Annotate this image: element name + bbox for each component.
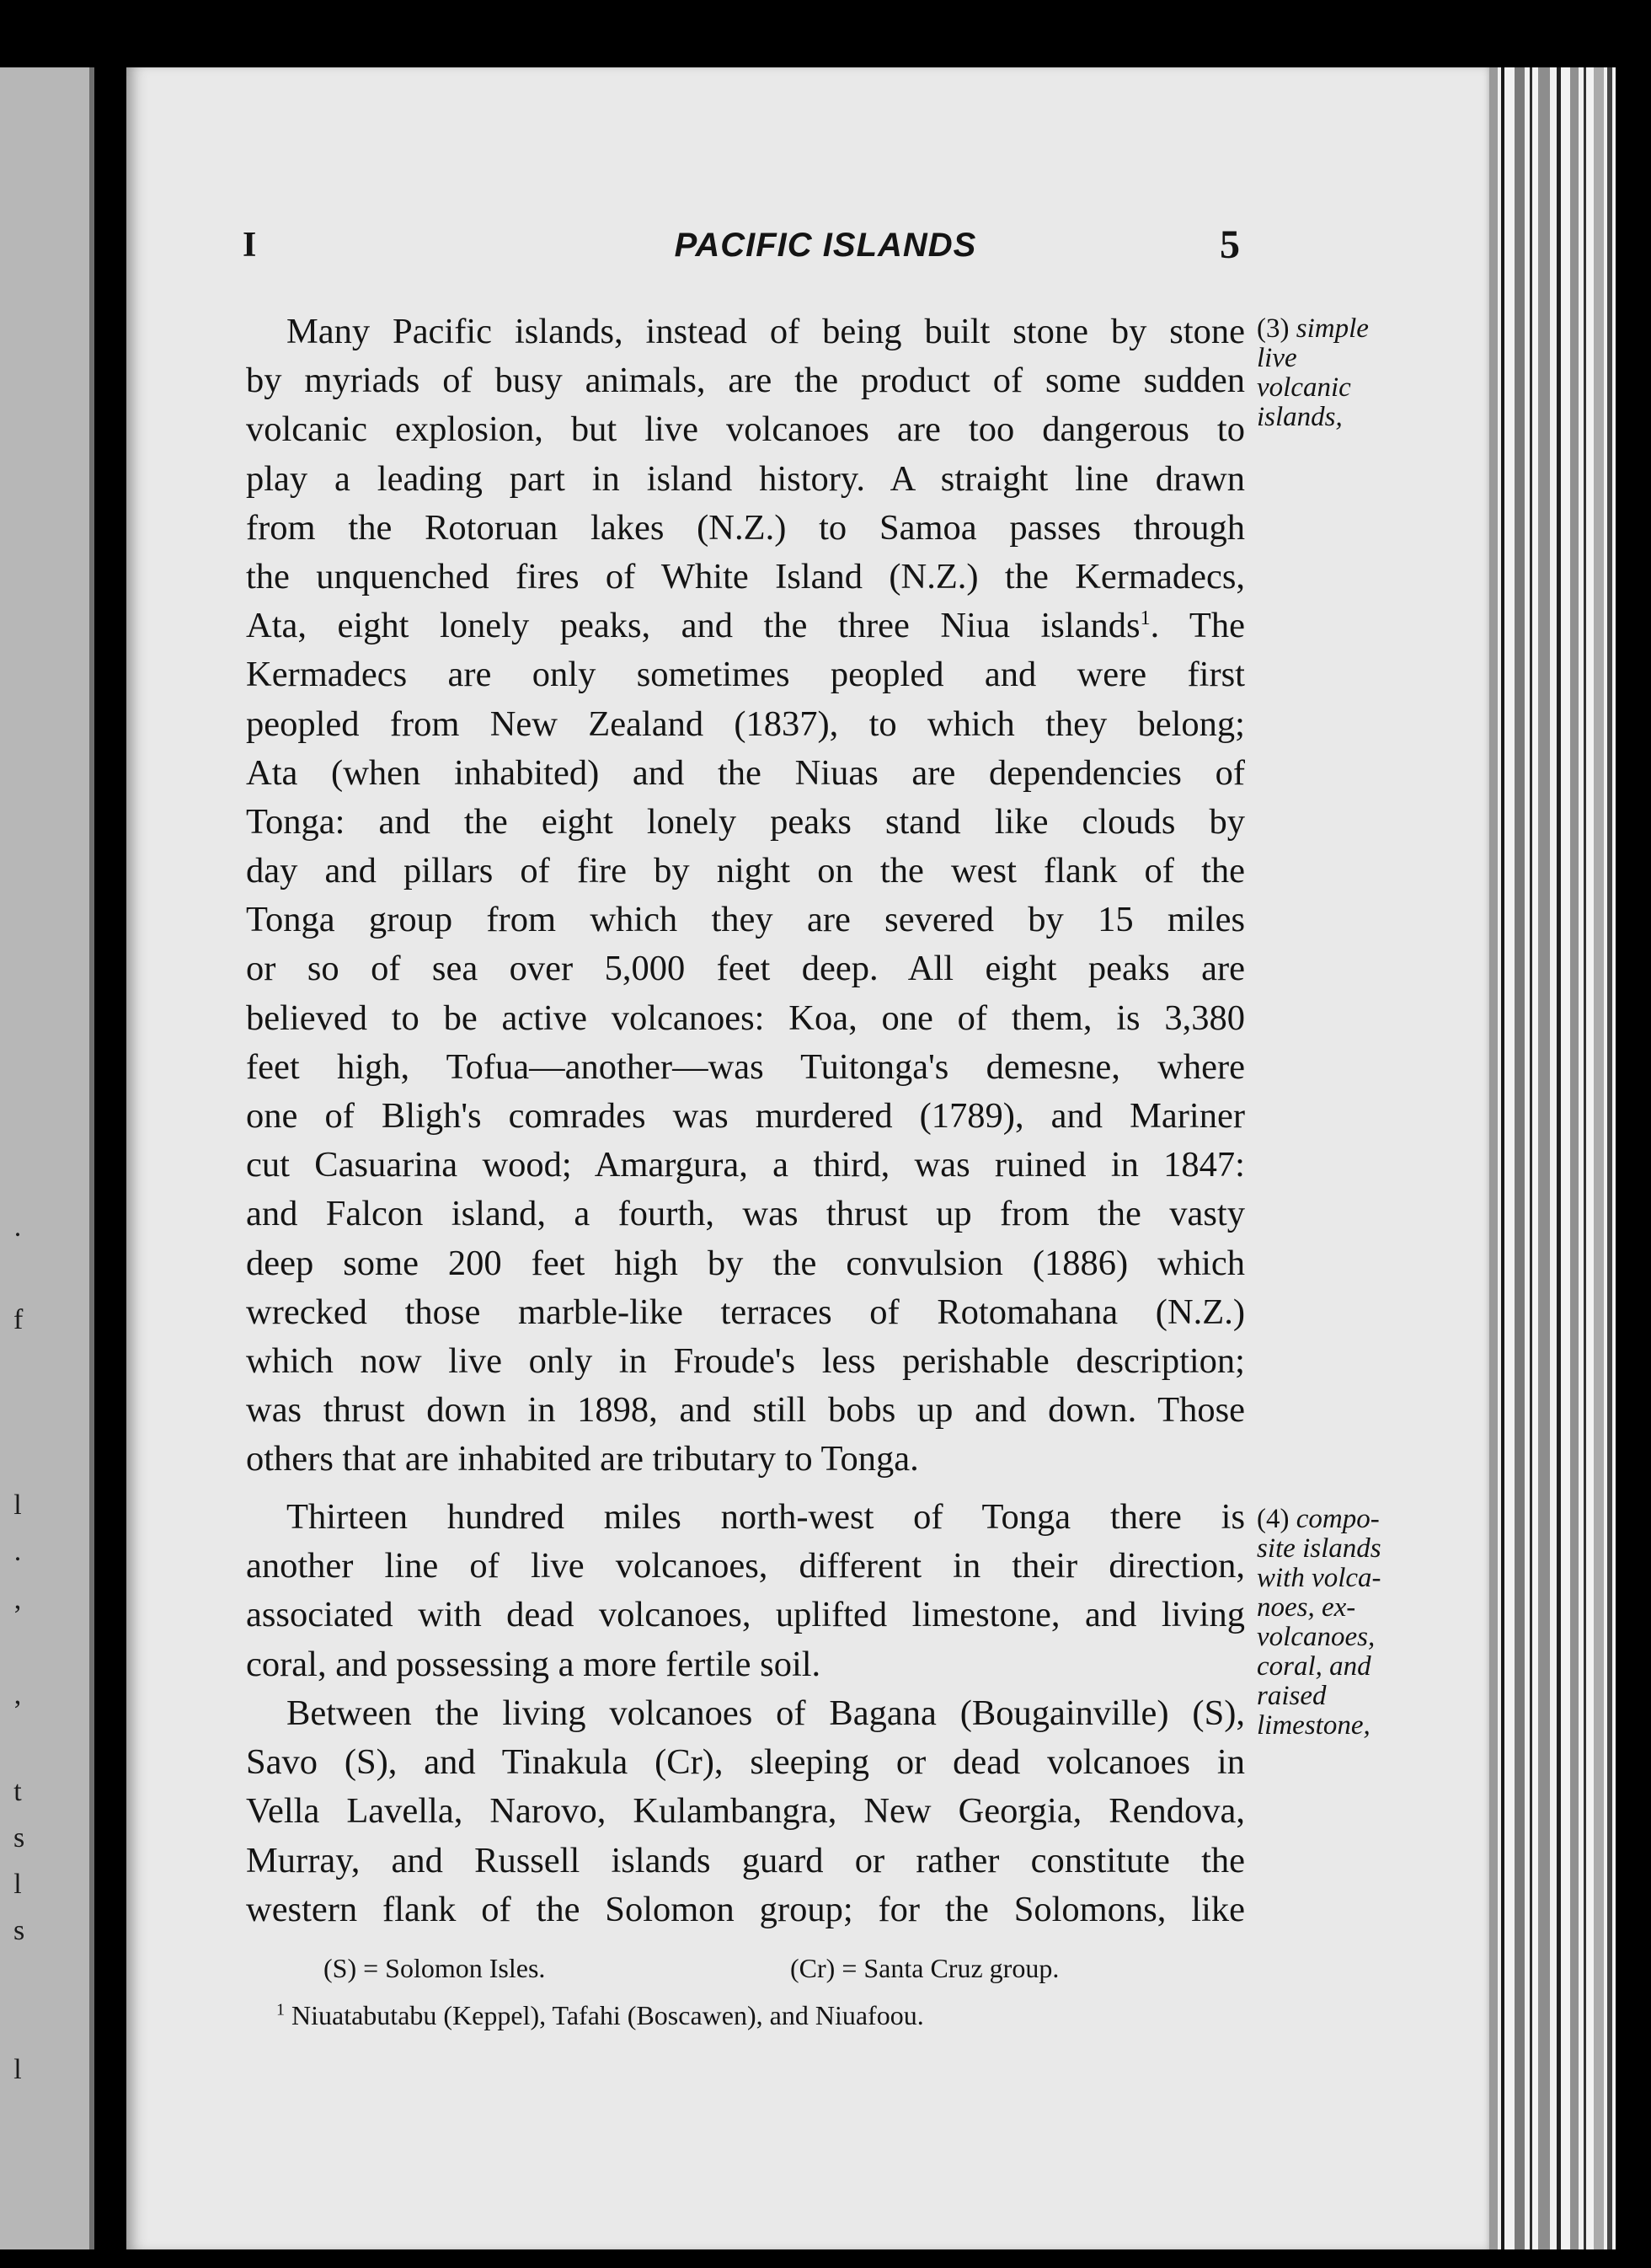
text-segment: . The: [1150, 606, 1245, 646]
paragraph-1: [246, 308, 1245, 1484]
text-segment: Ata, eight lonely peaks, and the three Niua islands: [246, 606, 1141, 646]
fragment: t: [13, 1776, 22, 1807]
sidenote-line: with volca-: [1257, 1563, 1381, 1593]
text-line: day and pillars of fire by night on the west flank of the: [246, 851, 1245, 891]
text-line: Between the living volcanoes of Bagana (Bougainville) (S),: [286, 1693, 1245, 1733]
sidenote-line: volcanic: [1257, 372, 1351, 403]
text-line: deep some 200 feet high by the convulsion (1886) which: [246, 1243, 1245, 1283]
text-line: Kermadecs are only sometimes peopled and were first: [246, 655, 1245, 695]
page-stack-edges: [1489, 67, 1651, 2249]
text-line: peopled from New Zealand (1837), to which they belong;: [246, 703, 1245, 744]
sidenote-line: live: [1257, 343, 1297, 373]
sidenote-composite-islands: [1257, 1505, 1425, 1741]
fragment: ,: [13, 1584, 22, 1615]
text-line: western flank of the Solomon group; for the Solomons, like: [246, 1889, 1245, 1929]
fragment: l: [13, 2054, 22, 2085]
footnote-marker: 1: [276, 2000, 285, 2019]
facing-page-fragments: [0, 67, 34, 2249]
text-line: or so of sea over 5,000 feet deep. All eight peaks are: [246, 949, 1245, 989]
running-title: PACIFIC ISLANDS: [674, 227, 977, 264]
sidenote-line: noes, ex-: [1257, 1592, 1356, 1623]
sidenote-line: volcanoes,: [1257, 1622, 1376, 1652]
text-line: others that are inhabited are tributary to Tonga.: [246, 1439, 919, 1479]
fragment: .: [13, 1536, 22, 1567]
text-line: believed to be active volcanoes: Koa, one of them, is 3,380: [246, 998, 1245, 1038]
text-line: Savo (S), and Tinakula (Cr), sleeping or dead volcanoes in: [246, 1742, 1245, 1783]
fragment: f: [13, 1304, 24, 1335]
paragraph-3: [246, 1689, 1245, 1934]
paragraph-2: [246, 1493, 1245, 1689]
fragment: .: [13, 1212, 22, 1243]
text-line: Vella Lavella, Narovo, Kulambangra, New Georgia, Rendova,: [246, 1791, 1245, 1832]
text-line: by myriads of busy animals, are the product of some sudden: [246, 361, 1245, 401]
page-number: 5: [1220, 222, 1240, 267]
fragment: l: [13, 1490, 22, 1521]
text-line: feet high, Tofua—another—was Tuitonga's demesne, where: [246, 1046, 1245, 1087]
sidenote-line: simple: [1296, 313, 1369, 344]
sidenote-line: coral, and: [1257, 1651, 1371, 1682]
footnote-marker: 1: [1140, 607, 1151, 629]
text-line: another line of live volcanoes, different in their direction,: [246, 1546, 1245, 1586]
chapter-number: I: [243, 226, 257, 265]
sidenote-number: (3): [1257, 313, 1290, 344]
text-line: wrecked those marble-like terraces of Rotomahana (N.Z.): [246, 1292, 1245, 1332]
abbreviation-santa-cruz: (Cr) = Santa Cruz group.: [790, 1953, 1060, 1983]
text-line: which now live only in Froude's less perishable description;: [246, 1340, 1245, 1381]
text-line: Many Pacific islands, instead of being built stone by stone: [286, 312, 1245, 351]
footnote-text: Niuatabutabu (Keppel), Tafahi (Boscawen), and Niuafoou.: [291, 2000, 924, 2030]
abbreviation-solomon: (S) = Solomon Isles.: [323, 1953, 546, 1983]
sidenote-line: compo-: [1296, 1504, 1380, 1534]
sidenote-line: raised: [1257, 1681, 1327, 1711]
text-line: the unquenched fires of White Island (N.Z.) the Kermadecs,: [246, 556, 1245, 596]
text-line: one of Bligh's comrades was murdered (1789), and Mariner: [246, 1096, 1245, 1136]
fragment: s: [13, 1822, 25, 1853]
text-line: Murray, and Russell islands guard or rather constitute the: [246, 1840, 1245, 1880]
fragment: ,: [13, 1679, 22, 1710]
footnote-1: [276, 2000, 924, 2031]
fragment: l: [13, 1869, 22, 1900]
text-line-with-footnote: [246, 602, 1245, 650]
text-line: volcanic explosion, but live volcanoes are too dangerous to: [246, 409, 1245, 450]
sidenote-number: (4): [1257, 1504, 1290, 1534]
sidenote-simple-live-volcanic-islands: [1257, 314, 1425, 432]
text-line: and Falcon island, a fourth, was thrust up from the vasty: [246, 1194, 1245, 1234]
text-line: Tonga: and the eight lonely peaks stand like clouds by: [246, 801, 1245, 842]
text-line: associated with dead volcanoes, uplifted limestone, and living: [246, 1595, 1245, 1635]
sidenote-line: limestone,: [1257, 1710, 1370, 1741]
text-line: coral, and possessing a more fertile soil.: [246, 1644, 821, 1684]
text-line: play a leading part in island history. A straight line drawn: [246, 458, 1245, 499]
text-line: from the Rotoruan lakes (N.Z.) to Samoa passes through: [246, 507, 1245, 548]
text-line: was thrust down in 1898, and still bobs up and down. Those: [246, 1390, 1245, 1431]
text-line: Tonga group from which they are severed by 15 miles: [246, 900, 1245, 940]
sidenote-line: site islands: [1257, 1533, 1381, 1564]
fragment: s: [13, 1915, 25, 1946]
sidenote-line: islands,: [1257, 402, 1343, 432]
text-line: Ata (when inhabited) and the Niuas are dependencies of: [246, 752, 1245, 793]
text-line: cut Casuarina wood; Amargura, a third, was ruined in 1847:: [246, 1145, 1245, 1185]
text-line: Thirteen hundred miles north-west of Tonga there is: [286, 1497, 1245, 1537]
